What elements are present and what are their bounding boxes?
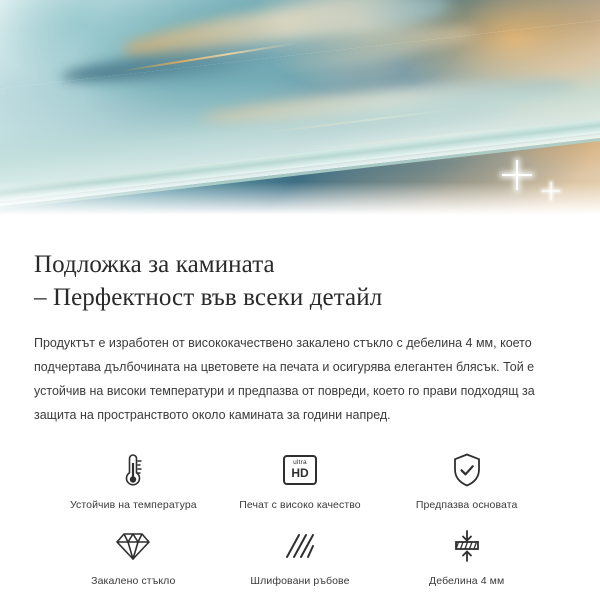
content-area xyxy=(0,222,600,587)
shield-check-icon xyxy=(450,449,484,491)
feature-label: Печат с високо качество xyxy=(239,498,361,511)
headline-line-1: Подложка за камината xyxy=(34,251,275,278)
feature-grid xyxy=(34,449,566,587)
feature-item xyxy=(50,449,217,511)
feature-item xyxy=(217,525,384,587)
page-title xyxy=(34,248,566,315)
feature-label: Дебелина 4 мм xyxy=(429,574,505,587)
headline-line-2: – Перфектност във всеки детайл xyxy=(34,284,383,312)
thickness-icon xyxy=(450,525,484,567)
diamond-icon xyxy=(115,525,151,567)
feature-item xyxy=(383,525,550,587)
polished-edges-icon xyxy=(283,525,317,567)
feature-label: Предпазва основата xyxy=(415,498,518,511)
feature-label: Закалено стъкло xyxy=(91,574,176,587)
feature-label: Шлифовани ръбове xyxy=(250,574,350,587)
description-paragraph: Продуктът е изработен от висококачествено закалено стъкло с дебелина 4 мм, което подчертава дълбочината на цветовете на печата и осигурява елегантен блясък. Той е устойчив на високи температури и предпазва от повреди, което го прави подходящ за защита на пространството около камината за години напред. xyxy=(34,335,535,422)
feature-label: Устойчив на температура xyxy=(69,498,197,511)
hero-product-image xyxy=(0,0,600,222)
feature-item xyxy=(383,449,550,511)
feature-item xyxy=(217,449,384,511)
thermometer-icon xyxy=(120,449,146,491)
feature-item xyxy=(50,525,217,587)
ultra-hd-icon: ultra HD xyxy=(283,449,317,491)
hero-bottom-fade xyxy=(0,182,600,222)
